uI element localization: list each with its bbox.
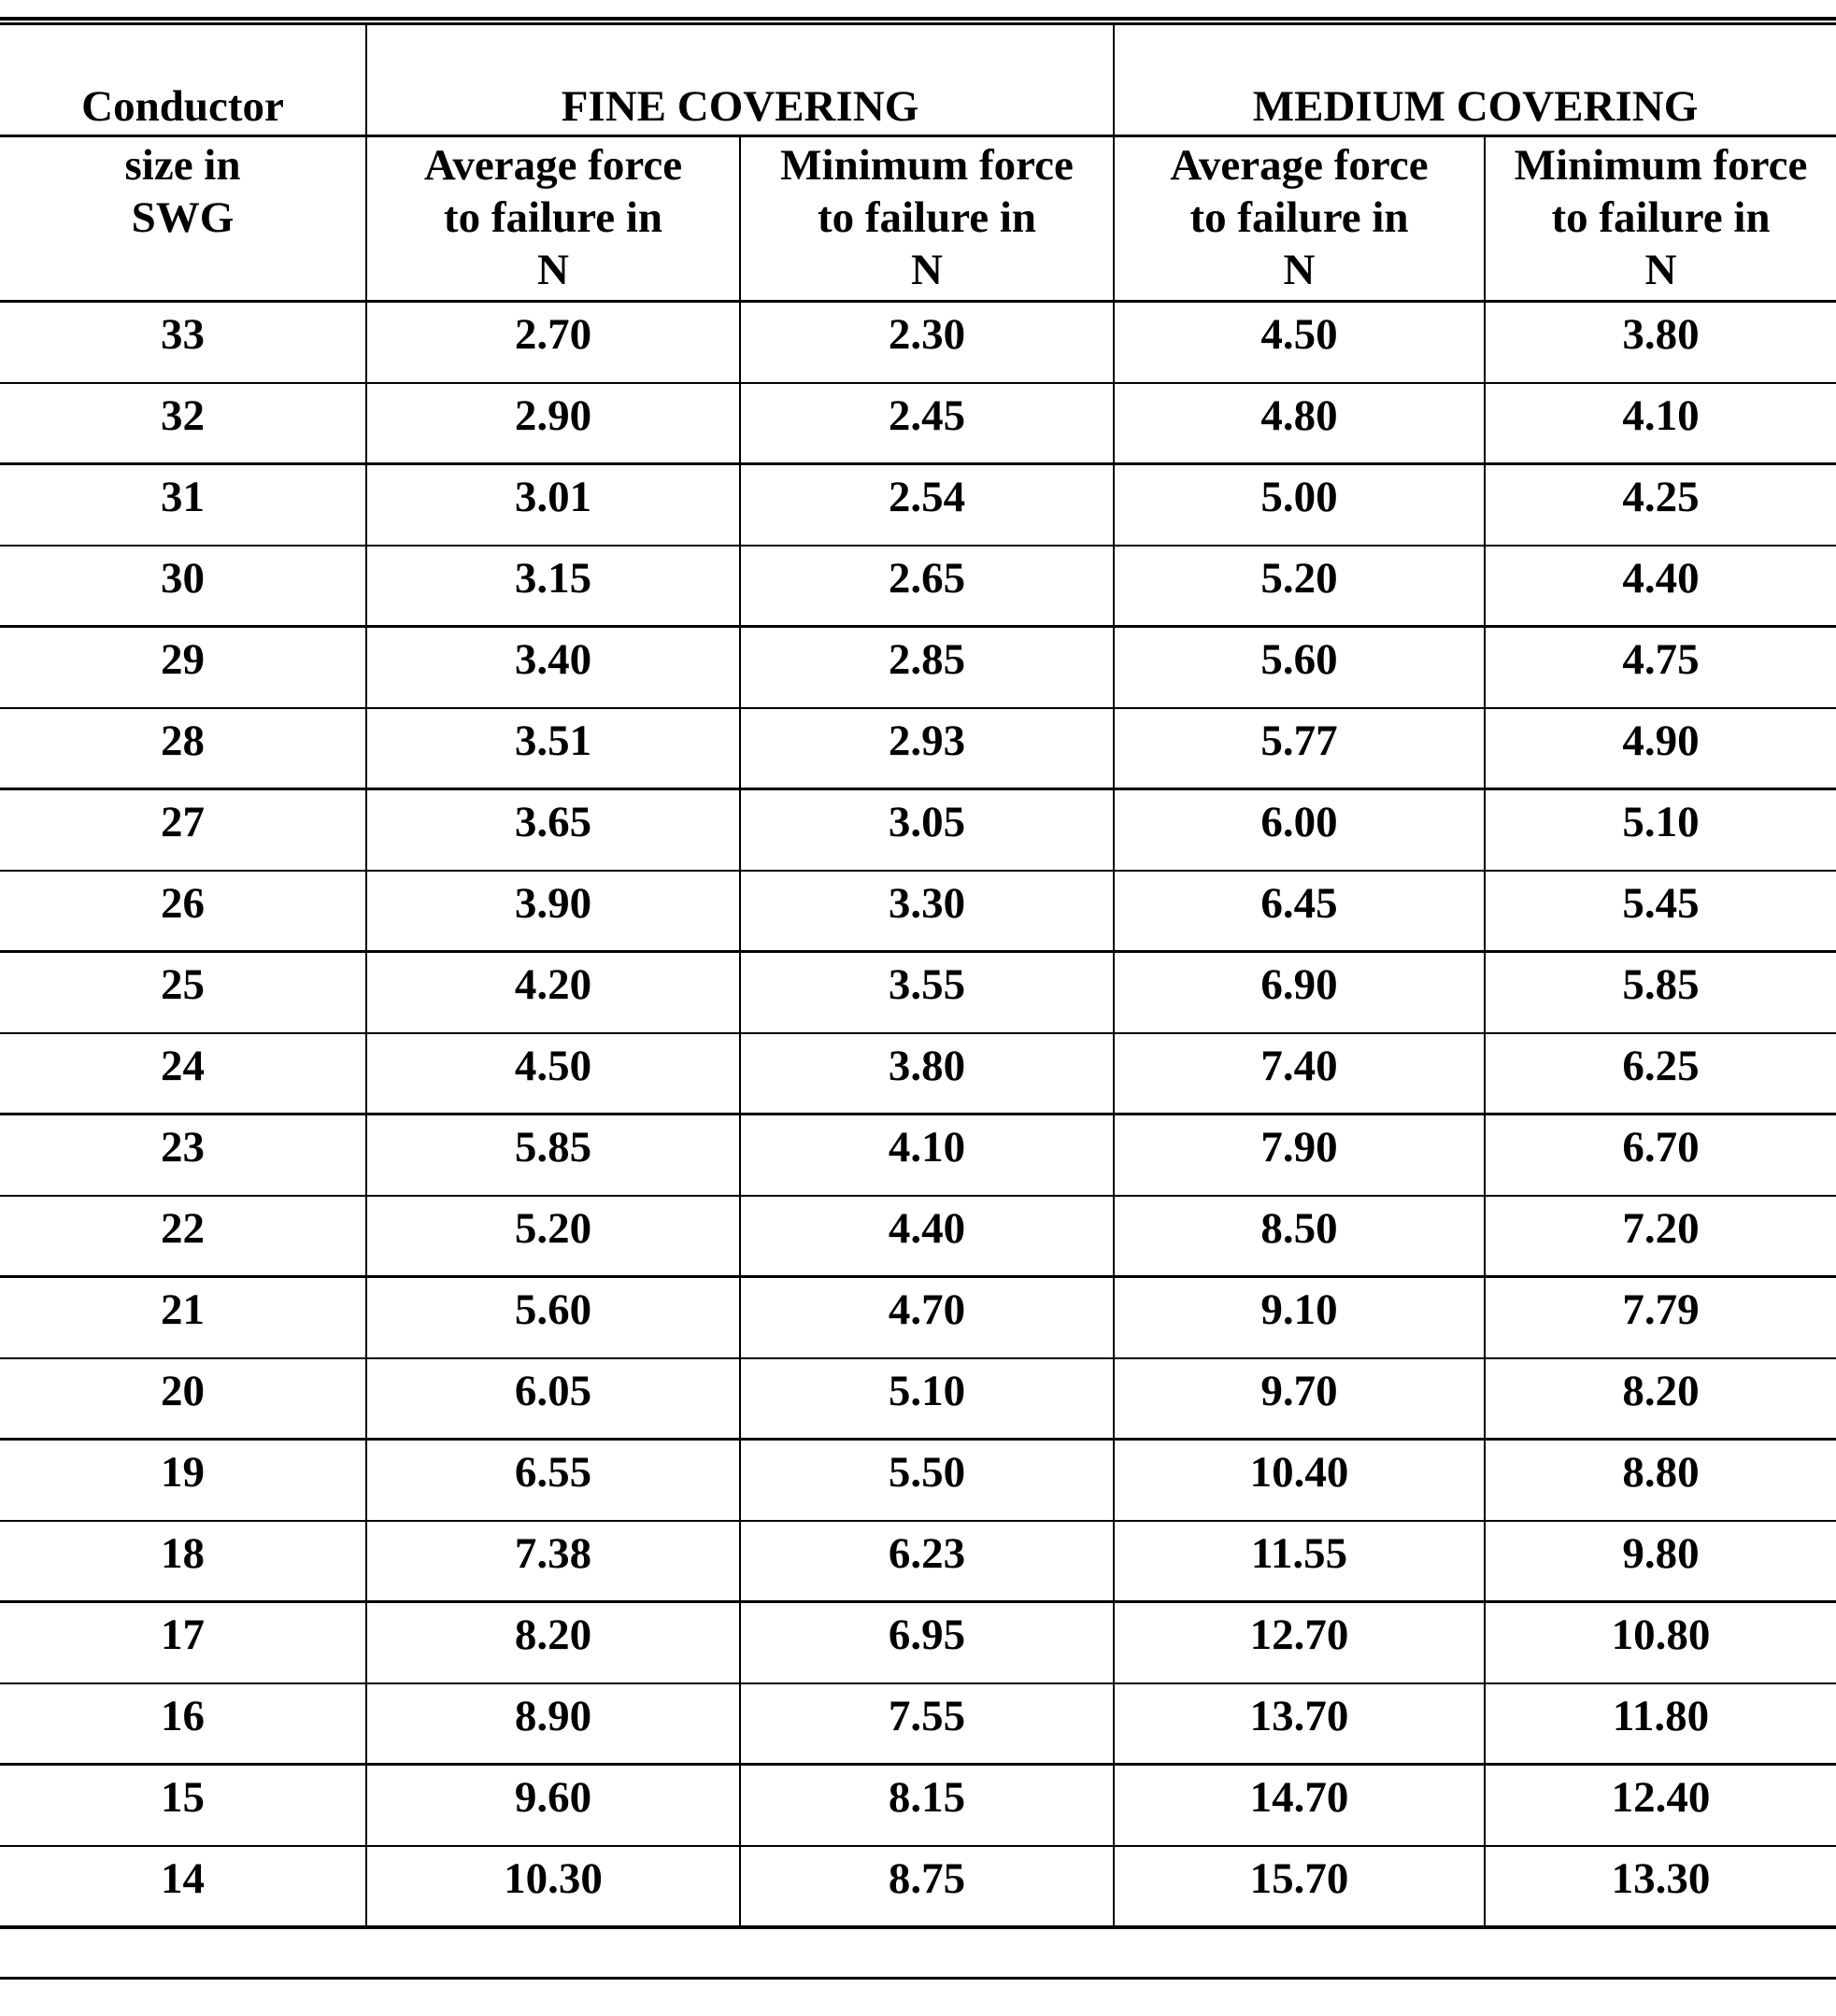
medium-average-cell: 7.40 — [1114, 1033, 1485, 1114]
conductor-header: Conductor — [81, 82, 284, 131]
header-line: SWG — [131, 193, 235, 242]
table-row — [0, 1683, 1836, 1765]
fine-average-cell: 6.55 — [366, 1440, 740, 1521]
medium-minimum-header — [1485, 136, 1836, 302]
medium-average-cell: 10.40 — [1114, 1440, 1485, 1521]
table-row — [0, 1765, 1836, 1846]
table-row — [0, 546, 1836, 627]
fine-minimum-cell: 3.55 — [740, 952, 1114, 1033]
medium-minimum-cell: 7.20 — [1485, 1196, 1836, 1277]
fine-average-cell: 6.05 — [366, 1358, 740, 1440]
header-line: Minimum force — [1514, 141, 1808, 190]
medium-average-cell: 5.60 — [1114, 627, 1485, 708]
swg-cell: 26 — [0, 871, 366, 952]
swg-cell: 27 — [0, 789, 366, 871]
table-row — [0, 1358, 1836, 1440]
header-line: size in — [124, 141, 241, 190]
conductor-size-header — [0, 136, 366, 302]
fine-minimum-cell: 2.45 — [740, 383, 1114, 464]
swg-cell: 28 — [0, 708, 366, 789]
medium-average-cell: 11.55 — [1114, 1521, 1485, 1602]
swg-cell: 25 — [0, 952, 366, 1033]
fine-minimum-cell: 4.70 — [740, 1277, 1114, 1358]
medium-average-cell: 15.70 — [1114, 1846, 1485, 1927]
fine-average-cell: 10.30 — [366, 1846, 740, 1927]
medium-minimum-cell: 13.30 — [1485, 1846, 1836, 1927]
swg-cell: 23 — [0, 1114, 366, 1196]
table-row — [0, 952, 1836, 1033]
medium-minimum-cell: 5.85 — [1485, 952, 1836, 1033]
fine-minimum-cell: 2.85 — [740, 627, 1114, 708]
fine-average-cell: 5.85 — [366, 1114, 740, 1196]
medium-minimum-cell: 6.70 — [1485, 1114, 1836, 1196]
swg-cell: 21 — [0, 1277, 366, 1358]
medium-minimum-cell: 6.25 — [1485, 1033, 1836, 1114]
header-line: to failure in — [1551, 193, 1771, 242]
table-row — [0, 383, 1836, 464]
header-line: N — [911, 246, 943, 294]
fine-average-cell: 3.90 — [366, 871, 740, 952]
fine-average-cell: 7.38 — [366, 1521, 740, 1602]
table-body — [0, 302, 1836, 1927]
fine-minimum-cell: 2.65 — [740, 546, 1114, 627]
table-row — [0, 627, 1836, 708]
medium-minimum-cell: 9.80 — [1485, 1521, 1836, 1602]
swg-cell: 19 — [0, 1440, 366, 1521]
fine-minimum-cell: 7.55 — [740, 1683, 1114, 1765]
fine-minimum-cell: 8.75 — [740, 1846, 1114, 1927]
table-row — [0, 1196, 1836, 1277]
fine-average-cell: 4.20 — [366, 952, 740, 1033]
table-row — [0, 708, 1836, 789]
medium-average-cell: 9.70 — [1114, 1358, 1485, 1440]
header-line: Average force — [1170, 141, 1429, 190]
header-line: to failure in — [443, 193, 663, 242]
table-row — [0, 1277, 1836, 1358]
fine-average-cell: 2.70 — [366, 302, 740, 383]
swg-cell: 32 — [0, 383, 366, 464]
medium-average-cell: 14.70 — [1114, 1765, 1485, 1846]
table-row — [0, 1521, 1836, 1602]
fine-average-cell: 4.50 — [366, 1033, 740, 1114]
medium-average-cell: 13.70 — [1114, 1683, 1485, 1765]
fine-minimum-cell: 4.10 — [740, 1114, 1114, 1196]
fine-minimum-cell: 2.30 — [740, 302, 1114, 383]
fine-minimum-cell: 3.30 — [740, 871, 1114, 952]
swg-cell: 16 — [0, 1683, 366, 1765]
fine-minimum-cell: 2.54 — [740, 464, 1114, 546]
medium-average-cell: 6.00 — [1114, 789, 1485, 871]
header-line: N — [537, 246, 569, 294]
fine-average-cell: 8.20 — [366, 1602, 740, 1683]
fine-minimum-header — [740, 136, 1114, 302]
swg-cell: 17 — [0, 1602, 366, 1683]
header-line: N — [1644, 246, 1677, 294]
fine-average-cell: 9.60 — [366, 1765, 740, 1846]
fine-average-cell: 3.40 — [366, 627, 740, 708]
medium-minimum-cell: 8.20 — [1485, 1358, 1836, 1440]
medium-average-cell: 8.50 — [1114, 1196, 1485, 1277]
fine-minimum-cell: 5.10 — [740, 1358, 1114, 1440]
fine-covering-header: FINE COVERING — [366, 23, 1114, 136]
table-row — [0, 1846, 1836, 1927]
header-row-2 — [0, 136, 1836, 302]
table-row — [0, 1033, 1836, 1114]
medium-minimum-cell: 4.25 — [1485, 464, 1836, 546]
medium-covering-header: MEDIUM COVERING — [1114, 23, 1836, 136]
table-row — [0, 302, 1836, 383]
medium-minimum-cell: 4.90 — [1485, 708, 1836, 789]
fine-average-cell: 5.20 — [366, 1196, 740, 1277]
swg-cell: 24 — [0, 1033, 366, 1114]
medium-average-cell: 4.50 — [1114, 302, 1485, 383]
swg-cell: 22 — [0, 1196, 366, 1277]
medium-average-cell: 5.77 — [1114, 708, 1485, 789]
swg-cell: 31 — [0, 464, 366, 546]
medium-average-header — [1114, 136, 1485, 302]
bottom-double-rule — [0, 1977, 1836, 1980]
top-double-rule — [0, 17, 1836, 21]
fine-minimum-cell: 5.50 — [740, 1440, 1114, 1521]
medium-minimum-cell: 11.80 — [1485, 1683, 1836, 1765]
fine-minimum-cell: 6.95 — [740, 1602, 1114, 1683]
table-row — [0, 871, 1836, 952]
fine-minimum-cell: 2.93 — [740, 708, 1114, 789]
medium-average-cell: 5.20 — [1114, 546, 1485, 627]
medium-minimum-cell: 3.80 — [1485, 302, 1836, 383]
header-line: to failure in — [1189, 193, 1409, 242]
header-line: to failure in — [817, 193, 1037, 242]
table-row — [0, 1114, 1836, 1196]
medium-minimum-cell: 10.80 — [1485, 1602, 1836, 1683]
header-line: N — [1283, 246, 1316, 294]
medium-average-cell: 7.90 — [1114, 1114, 1485, 1196]
fine-minimum-cell: 4.40 — [740, 1196, 1114, 1277]
fine-average-cell: 3.51 — [366, 708, 740, 789]
fine-average-cell: 8.90 — [366, 1683, 740, 1765]
medium-average-cell: 6.90 — [1114, 952, 1485, 1033]
header-line: Average force — [423, 141, 683, 190]
swg-cell: 30 — [0, 546, 366, 627]
swg-cell: 18 — [0, 1521, 366, 1602]
fine-minimum-cell: 3.05 — [740, 789, 1114, 871]
medium-average-cell: 12.70 — [1114, 1602, 1485, 1683]
medium-minimum-cell: 5.10 — [1485, 789, 1836, 871]
fine-average-cell: 2.90 — [366, 383, 740, 464]
fine-average-cell: 3.01 — [366, 464, 740, 546]
medium-average-cell: 5.00 — [1114, 464, 1485, 546]
medium-average-cell: 6.45 — [1114, 871, 1485, 952]
fine-minimum-cell: 6.23 — [740, 1521, 1114, 1602]
medium-minimum-cell: 7.79 — [1485, 1277, 1836, 1358]
fine-average-cell: 3.65 — [366, 789, 740, 871]
medium-average-cell: 4.80 — [1114, 383, 1485, 464]
fine-average-header — [366, 136, 740, 302]
force-to-failure-table — [0, 23, 1836, 1929]
swg-cell: 33 — [0, 302, 366, 383]
table-row — [0, 1440, 1836, 1521]
medium-average-cell: 9.10 — [1114, 1277, 1485, 1358]
swg-cell: 14 — [0, 1846, 366, 1927]
fine-minimum-cell: 8.15 — [740, 1765, 1114, 1846]
fine-average-cell: 3.15 — [366, 546, 740, 627]
table-row — [0, 464, 1836, 546]
medium-minimum-cell: 8.80 — [1485, 1440, 1836, 1521]
medium-minimum-cell: 4.75 — [1485, 627, 1836, 708]
header-row-1 — [0, 23, 1836, 136]
header-line: Minimum force — [780, 141, 1074, 190]
swg-cell: 20 — [0, 1358, 366, 1440]
swg-cell: 15 — [0, 1765, 366, 1846]
swg-cell: 29 — [0, 627, 366, 708]
fine-average-cell: 5.60 — [366, 1277, 740, 1358]
medium-minimum-cell: 4.40 — [1485, 546, 1836, 627]
table-row — [0, 789, 1836, 871]
medium-minimum-cell: 4.10 — [1485, 383, 1836, 464]
medium-minimum-cell: 5.45 — [1485, 871, 1836, 952]
medium-minimum-cell: 12.40 — [1485, 1765, 1836, 1846]
table-row — [0, 1602, 1836, 1683]
fine-minimum-cell: 3.80 — [740, 1033, 1114, 1114]
